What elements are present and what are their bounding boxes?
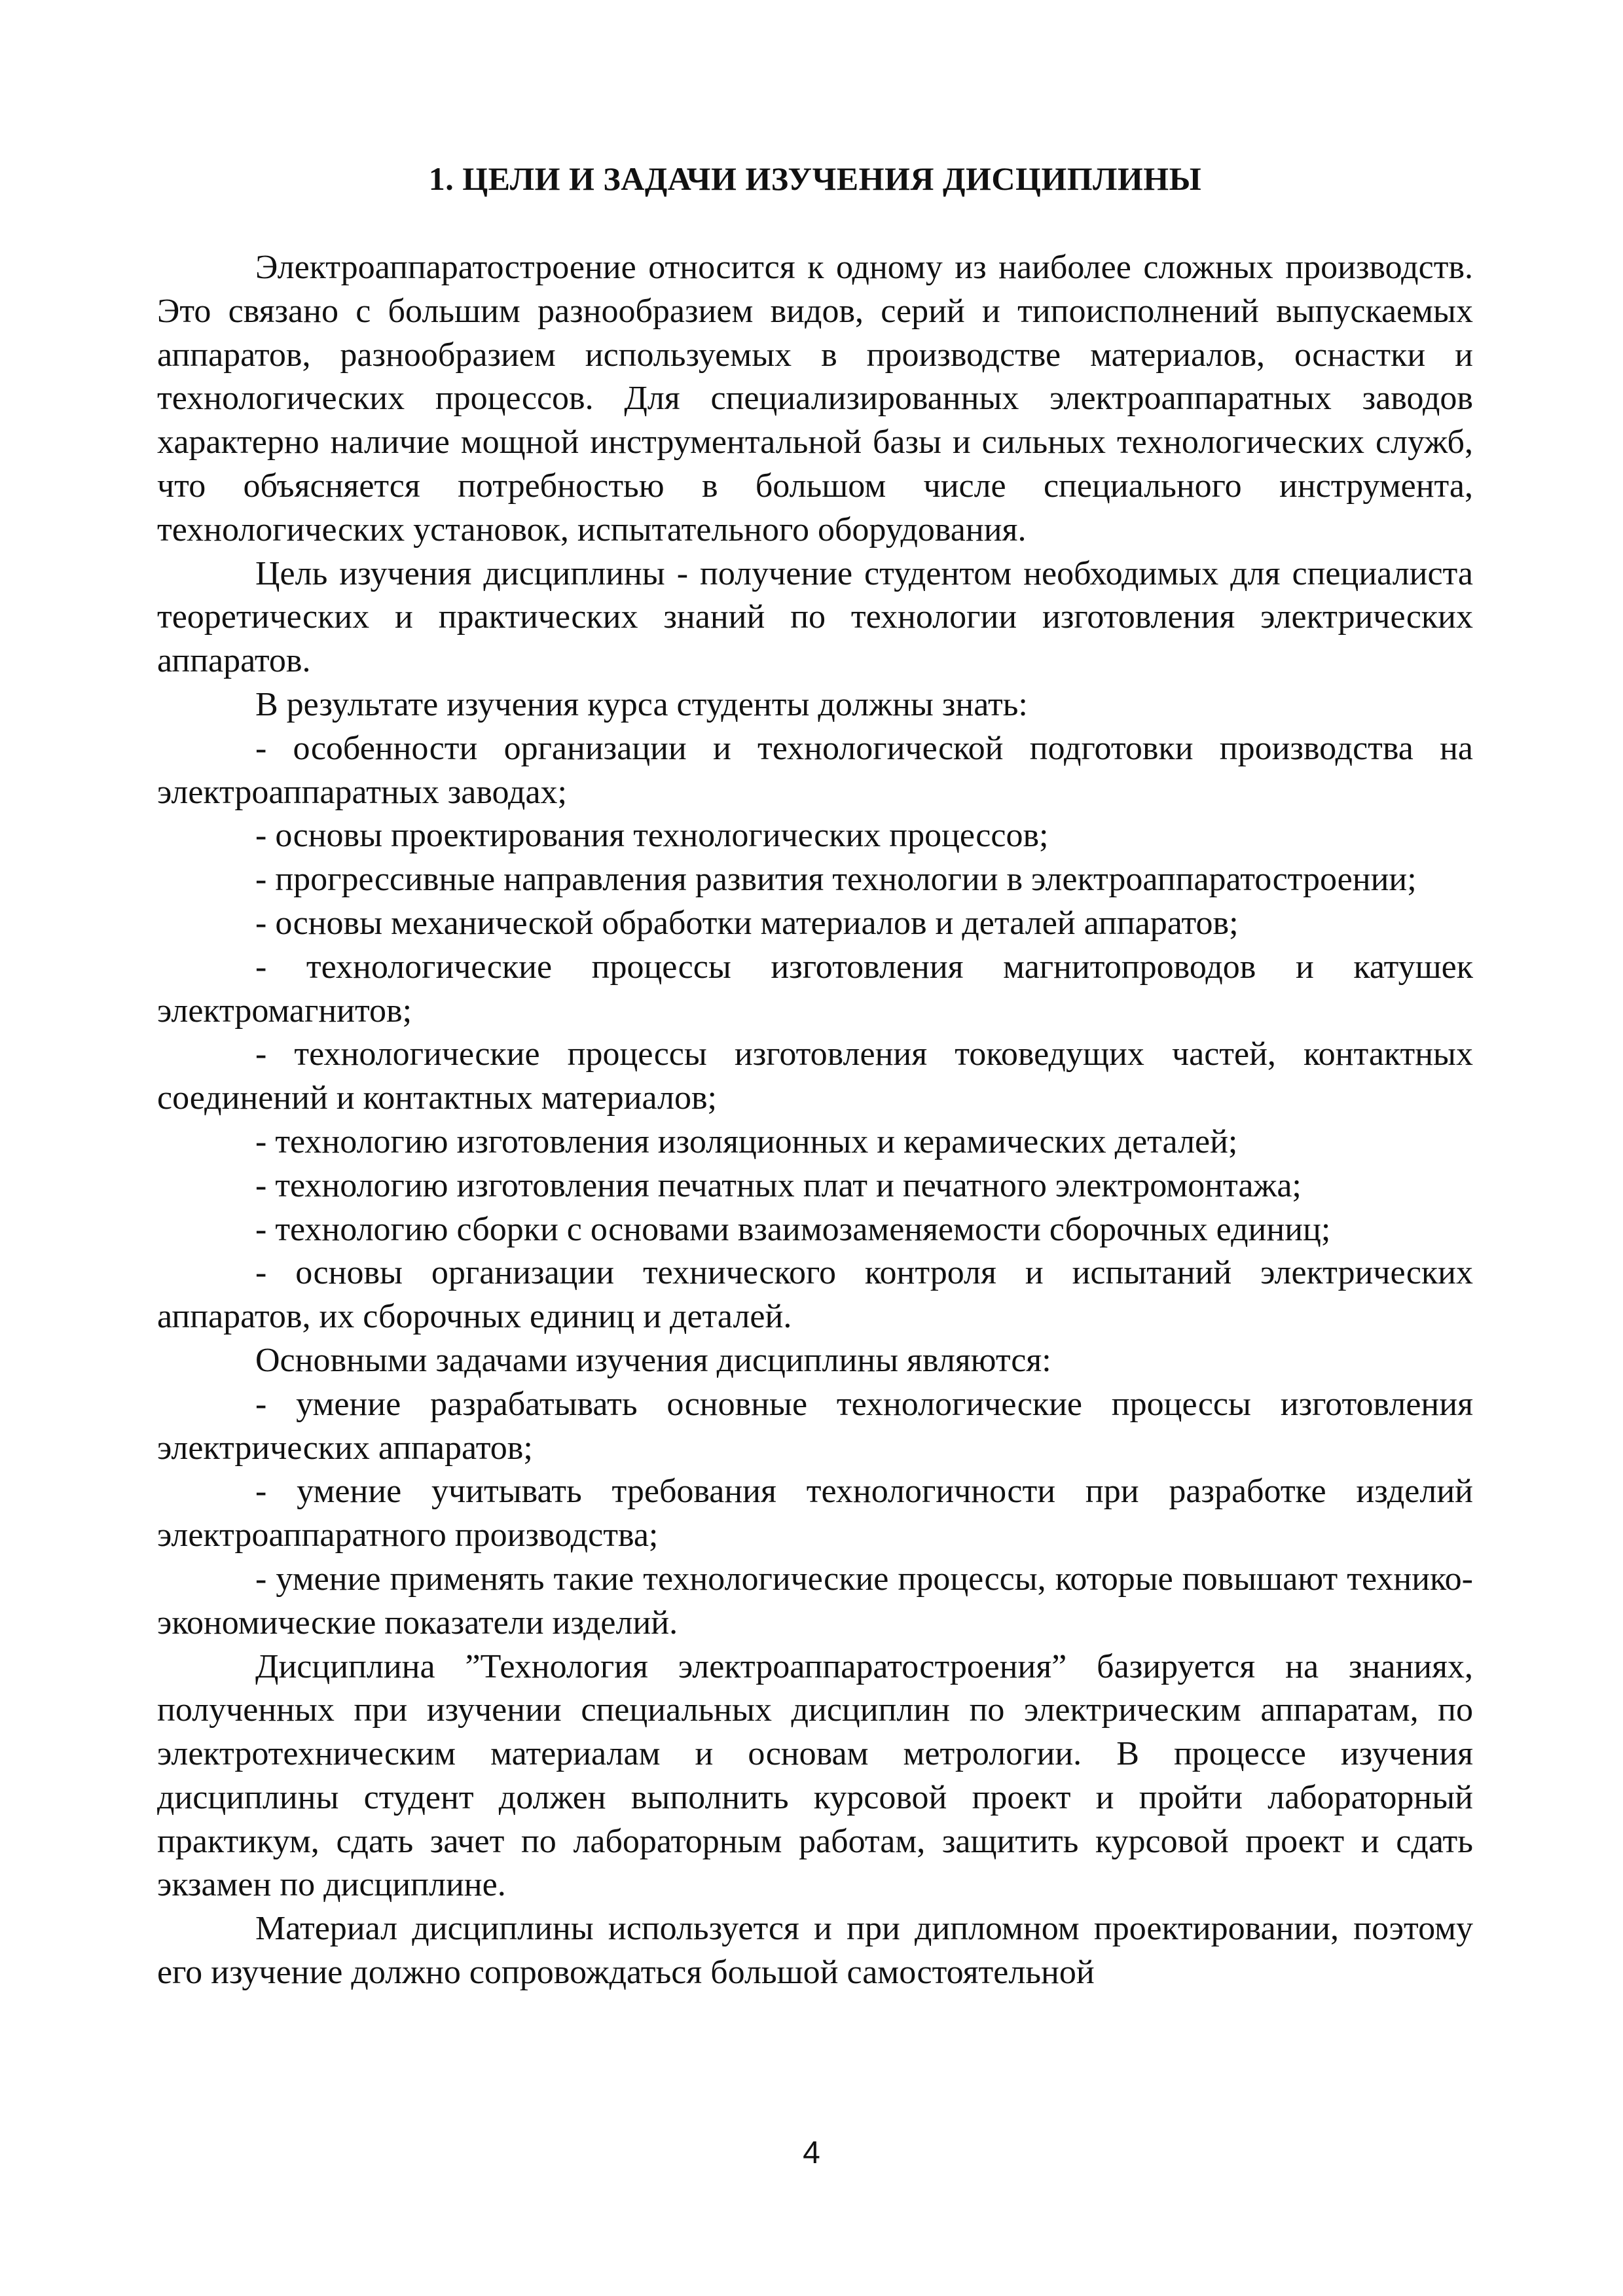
paragraph-prerequisites: Дисциплина ”Технология электроаппаратостроения” базируется на знаниях, полученных при изучении специальных дисциплин по электрическим аппаратам, по электротехническим материалам и основам метрологии. В процессе изучения дисциплины студент должен выполнить курсовой проект и пройти лабораторный практикум, сдать зачет по лабораторным работам, защитить курсовой проект и сдать экзамен по дисциплине. bbox=[157, 1647, 1473, 1904]
list-item: - основы организации технического контроля и испытаний электрических аппаратов, их сборочных единиц и деталей. bbox=[157, 1254, 1473, 1336]
paragraph-intro: Электроаппаратостроение относится к одному из наиболее сложных производств. Это связано с большим разнообразием видов, серий и типоисполнений выпускаемых аппаратов, разнообразием используемых в производстве материалов, оснастки и технологических процессов. Для специализированных электроаппаратных заводов характерно наличие мощной инструментальной базы и сильных технологических служб, что объясняется потребностью в большом числе специального инструмента, технологических установок, испытательного оборудования. bbox=[157, 249, 1473, 548]
paragraph-knowledge-lead: В результате изучения курса студенты должны знать: bbox=[255, 685, 1028, 723]
page-number: 4 bbox=[803, 2136, 820, 2170]
list-item: - технологию изготовления печатных плат и печатного электромонтажа; bbox=[255, 1166, 1302, 1204]
list-item: - прогрессивные направления развития технологии в электроаппаратостроении; bbox=[255, 861, 1417, 899]
paragraph-goal: Цель изучения дисциплины - получение студентом необходимых для специалиста теоретических и практических знаний по технологии изготовления электрических аппаратов. bbox=[157, 554, 1473, 680]
list-item: - основы механической обработки материалов и деталей аппаратов; bbox=[255, 904, 1239, 942]
list-item: - технологию изготовления изоляционных и керамических деталей; bbox=[255, 1122, 1238, 1160]
document-body bbox=[157, 246, 1473, 1995]
list-item: - умение учитывать требования технологичности при разработке изделий электроаппаратного производства; bbox=[157, 1473, 1473, 1554]
list-item: - технологические процессы изготовления токоведущих частей, контактных соединений и контактных материалов; bbox=[157, 1035, 1473, 1117]
paragraph-tasks-lead: Основными задачами изучения дисциплины являются: bbox=[255, 1341, 1051, 1379]
paragraph-diploma: Материал дисциплины используется и при дипломном проектировании, поэтому его изучение должно сопровождаться большой самостоятельной bbox=[157, 1910, 1473, 1992]
list-item: - особенности организации и технологической подготовки производства на электроаппаратных заводах; bbox=[157, 729, 1473, 811]
document-page bbox=[157, 157, 1473, 1995]
list-item: - умение применять такие технологические процессы, которые повышают технико-экономические показатели изделий. bbox=[157, 1560, 1473, 1641]
section-title: 1. ЦЕЛИ И ЗАДАЧИ ИЗУЧЕНИЯ ДИСЦИПЛИНЫ bbox=[428, 160, 1202, 197]
list-item: - технологические процессы изготовления магнитопроводов и катушек электромагнитов; bbox=[157, 948, 1473, 1030]
list-item: - умение разрабатывать основные технологические процессы изготовления электрических аппаратов; bbox=[157, 1385, 1473, 1467]
list-item: - основы проектирования технологических процессов; bbox=[255, 817, 1049, 855]
list-item: - технологию сборки с основами взаимозаменяемости сборочных единиц; bbox=[255, 1210, 1331, 1248]
